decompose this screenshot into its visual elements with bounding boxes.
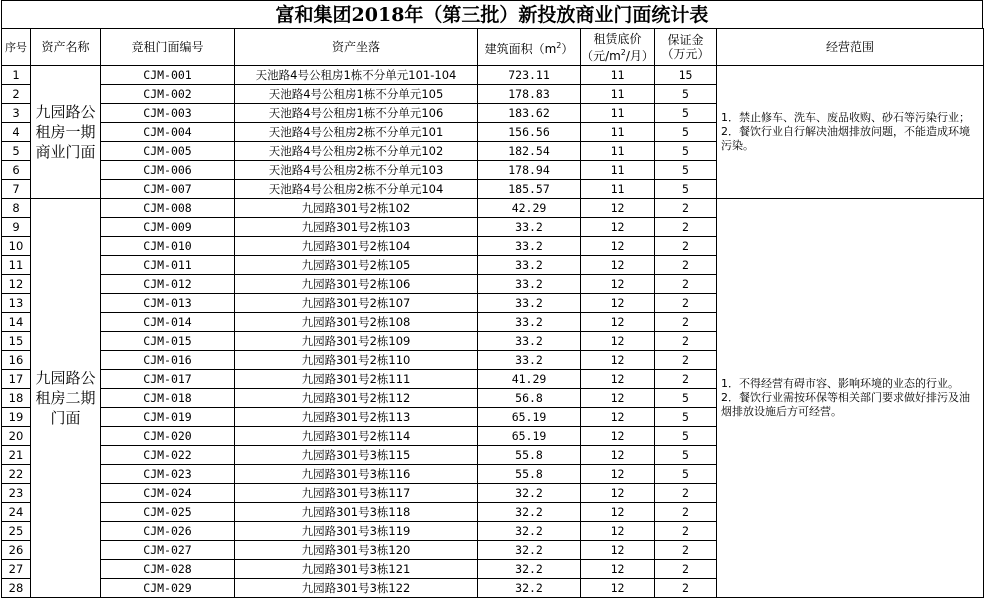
cell-area: 65.19 [478, 408, 581, 427]
header-area: 建筑面积$(m^2)$ [478, 29, 581, 66]
cell-seq: 21 [2, 446, 31, 465]
cell-code: CJM-020 [101, 427, 235, 446]
cell-deposit: 2 [655, 294, 717, 313]
cell-price: 12 [581, 294, 655, 313]
cell-seq: 16 [2, 351, 31, 370]
cell-deposit: 2 [655, 218, 717, 237]
cell-price: 12 [581, 522, 655, 541]
cell-deposit: 15 [655, 66, 717, 85]
cell-area: 185.57 [478, 180, 581, 199]
cell-deposit: 2 [655, 237, 717, 256]
cell-deposit: 5 [655, 389, 717, 408]
cell-location: 天池路4号公租房1栋不分单元105 [235, 85, 478, 104]
cell-area: 32.2 [478, 522, 581, 541]
cell-code: CJM-007 [101, 180, 235, 199]
cell-deposit: 5 [655, 161, 717, 180]
cell-location: 九园路301号3栋120 [235, 541, 478, 560]
cell-location: 九园路301号3栋116 [235, 465, 478, 484]
cell-seq: 23 [2, 484, 31, 503]
cell-seq: 18 [2, 389, 31, 408]
cell-code: CJM-006 [101, 161, 235, 180]
cell-code: CJM-027 [101, 541, 235, 560]
cell-deposit: 5 [655, 427, 717, 446]
cell-area: 32.2 [478, 503, 581, 522]
header-code: 竞租门面编号 [101, 29, 235, 66]
cell-code: CJM-010 [101, 237, 235, 256]
cell-deposit: 2 [655, 522, 717, 541]
cell-code: CJM-002 [101, 85, 235, 104]
header-price: 租赁底价 （元$/m^2/$月） [581, 29, 655, 66]
cell-location: 九园路301号2栋112 [235, 389, 478, 408]
cell-price: 12 [581, 446, 655, 465]
header-deposit: 保证金 （万元） [655, 29, 717, 66]
cell-area: 178.83 [478, 85, 581, 104]
cell-seq: 28 [2, 579, 31, 598]
cell-code: CJM-023 [101, 465, 235, 484]
cell-area: 33.2 [478, 237, 581, 256]
header-scope: 经营范围 [717, 29, 984, 66]
cell-seq: 8 [2, 199, 31, 218]
document-title: 富和集团2018年（第三批）新投放商业门面统计表 [1, 0, 983, 28]
cell-area: 32.2 [478, 579, 581, 598]
cell-code: CJM-008 [101, 199, 235, 218]
cell-deposit: 5 [655, 104, 717, 123]
cell-code: CJM-011 [101, 256, 235, 275]
header-seq: 序号 [2, 29, 31, 66]
cell-deposit: 2 [655, 560, 717, 579]
cell-scope [717, 66, 984, 199]
cell-price: 12 [581, 427, 655, 446]
cell-area: 32.2 [478, 484, 581, 503]
cell-seq: 10 [2, 237, 31, 256]
cell-seq: 5 [2, 142, 31, 161]
scope-line: 1．禁止修车、洗车、废品收购、砂石等污染行业； [721, 111, 970, 124]
cell-code: CJM-013 [101, 294, 235, 313]
cell-seq: 4 [2, 123, 31, 142]
cell-location: 天池路4号公租房2栋不分单元101 [235, 123, 478, 142]
cell-price: 11 [581, 161, 655, 180]
cell-price: 12 [581, 199, 655, 218]
cell-code: CJM-022 [101, 446, 235, 465]
cell-area: 183.62 [478, 104, 581, 123]
cell-location: 九园路301号3栋119 [235, 522, 478, 541]
cell-location: 九园路301号2栋103 [235, 218, 478, 237]
cell-seq: 22 [2, 465, 31, 484]
cell-deposit: 5 [655, 446, 717, 465]
cell-price: 11 [581, 123, 655, 142]
cell-deposit: 5 [655, 180, 717, 199]
cell-code: CJM-009 [101, 218, 235, 237]
cell-code: CJM-025 [101, 503, 235, 522]
cell-code: CJM-001 [101, 66, 235, 85]
cell-location: 九园路301号3栋121 [235, 560, 478, 579]
cell-code: CJM-003 [101, 104, 235, 123]
cell-location: 九园路301号2栋108 [235, 313, 478, 332]
cell-deposit: 5 [655, 465, 717, 484]
table-row [2, 66, 984, 85]
cell-code: CJM-012 [101, 275, 235, 294]
cell-deposit: 2 [655, 579, 717, 598]
cell-area: 42.29 [478, 199, 581, 218]
scope-line: 2．餐饮行业需按环保等相关部门要求做好排污及油烟排放设施后方可经营。 [721, 391, 970, 418]
cell-deposit: 2 [655, 503, 717, 522]
cell-price: 12 [581, 560, 655, 579]
scope-line: 2．餐饮行业自行解决油烟排放问题，不能造成环境污染。 [721, 125, 970, 152]
cell-location: 天池路4号公租房2栋不分单元103 [235, 161, 478, 180]
cell-code: CJM-029 [101, 579, 235, 598]
cell-deposit: 5 [655, 142, 717, 161]
cell-deposit: 5 [655, 123, 717, 142]
cell-price: 11 [581, 142, 655, 161]
cell-area: 33.2 [478, 218, 581, 237]
cell-price: 12 [581, 503, 655, 522]
cell-price: 12 [581, 408, 655, 427]
table-header [2, 29, 984, 66]
cell-price: 12 [581, 389, 655, 408]
cell-location: 九园路301号2栋105 [235, 256, 478, 275]
cell-price: 12 [581, 237, 655, 256]
cell-location: 九园路301号3栋117 [235, 484, 478, 503]
cell-seq: 12 [2, 275, 31, 294]
cell-code: CJM-026 [101, 522, 235, 541]
cell-location: 九园路301号2栋104 [235, 237, 478, 256]
cell-deposit: 5 [655, 85, 717, 104]
cell-seq: 11 [2, 256, 31, 275]
cell-seq: 1 [2, 66, 31, 85]
cell-location: 九园路301号3栋118 [235, 503, 478, 522]
cell-code: CJM-004 [101, 123, 235, 142]
cell-location: 九园路301号3栋115 [235, 446, 478, 465]
cell-seq: 25 [2, 522, 31, 541]
cell-seq: 19 [2, 408, 31, 427]
header-asset: 资产名称 [31, 29, 101, 66]
cell-seq: 13 [2, 294, 31, 313]
cell-asset-name: 九园路公租房二期门面 [31, 199, 101, 598]
cell-deposit: 2 [655, 484, 717, 503]
cell-area: 178.94 [478, 161, 581, 180]
cell-deposit: 2 [655, 256, 717, 275]
rental-table [1, 28, 984, 598]
cell-deposit: 2 [655, 332, 717, 351]
cell-location: 天池路4号公租房1栋不分单元106 [235, 104, 478, 123]
cell-code: CJM-019 [101, 408, 235, 427]
cell-price: 11 [581, 66, 655, 85]
cell-code: CJM-016 [101, 351, 235, 370]
scope-line: 1．不得经营有碍市容、影响环境的业态的行业。 [721, 377, 959, 390]
cell-price: 11 [581, 85, 655, 104]
cell-location: 九园路301号2栋102 [235, 199, 478, 218]
cell-area: 41.29 [478, 370, 581, 389]
cell-area: 32.2 [478, 541, 581, 560]
cell-price: 12 [581, 332, 655, 351]
cell-location: 九园路301号2栋106 [235, 275, 478, 294]
cell-location: 天池路4号公租房1栋不分单元101-104 [235, 66, 478, 85]
cell-price: 12 [581, 256, 655, 275]
cell-area: 33.2 [478, 294, 581, 313]
cell-deposit: 2 [655, 199, 717, 218]
cell-seq: 6 [2, 161, 31, 180]
cell-asset-name: 九园路公租房一期商业门面 [31, 66, 101, 199]
table-body [2, 66, 984, 598]
cell-seq: 20 [2, 427, 31, 446]
cell-seq: 15 [2, 332, 31, 351]
cell-location: 九园路301号2栋110 [235, 351, 478, 370]
cell-price: 11 [581, 104, 655, 123]
cell-area: 33.2 [478, 332, 581, 351]
cell-deposit: 5 [655, 408, 717, 427]
cell-seq: 26 [2, 541, 31, 560]
cell-location: 九园路301号3栋122 [235, 579, 478, 598]
cell-code: CJM-028 [101, 560, 235, 579]
cell-code: CJM-018 [101, 389, 235, 408]
cell-deposit: 2 [655, 541, 717, 560]
cell-price: 12 [581, 275, 655, 294]
cell-code: CJM-015 [101, 332, 235, 351]
cell-scope [717, 199, 984, 598]
cell-price: 12 [581, 351, 655, 370]
cell-seq: 14 [2, 313, 31, 332]
cell-area: 33.2 [478, 313, 581, 332]
cell-seq: 17 [2, 370, 31, 389]
cell-deposit: 2 [655, 275, 717, 294]
cell-price: 12 [581, 465, 655, 484]
cell-seq: 7 [2, 180, 31, 199]
cell-location: 九园路301号2栋111 [235, 370, 478, 389]
cell-code: CJM-017 [101, 370, 235, 389]
cell-location: 天池路4号公租房2栋不分单元102 [235, 142, 478, 161]
cell-seq: 24 [2, 503, 31, 522]
cell-area: 33.2 [478, 256, 581, 275]
cell-area: 65.19 [478, 427, 581, 446]
cell-seq: 9 [2, 218, 31, 237]
table-row [2, 199, 984, 218]
cell-area: 32.2 [478, 560, 581, 579]
cell-location: 九园路301号2栋113 [235, 408, 478, 427]
cell-area: 156.56 [478, 123, 581, 142]
cell-area: 182.54 [478, 142, 581, 161]
cell-price: 12 [581, 313, 655, 332]
cell-seq: 2 [2, 85, 31, 104]
cell-area: 723.11 [478, 66, 581, 85]
cell-area: 55.8 [478, 465, 581, 484]
cell-price: 12 [581, 541, 655, 560]
cell-code: CJM-014 [101, 313, 235, 332]
cell-price: 12 [581, 579, 655, 598]
cell-deposit: 2 [655, 370, 717, 389]
cell-price: 11 [581, 180, 655, 199]
cell-location: 九园路301号2栋109 [235, 332, 478, 351]
cell-price: 12 [581, 484, 655, 503]
cell-area: 55.8 [478, 446, 581, 465]
cell-deposit: 2 [655, 351, 717, 370]
cell-seq: 3 [2, 104, 31, 123]
header-location: 资产坐落 [235, 29, 478, 66]
cell-seq: 27 [2, 560, 31, 579]
cell-code: CJM-005 [101, 142, 235, 161]
cell-code: CJM-024 [101, 484, 235, 503]
cell-location: 九园路301号2栋114 [235, 427, 478, 446]
cell-area: 33.2 [478, 351, 581, 370]
cell-area: 56.8 [478, 389, 581, 408]
cell-area: 33.2 [478, 275, 581, 294]
cell-deposit: 2 [655, 313, 717, 332]
cell-price: 12 [581, 218, 655, 237]
cell-price: 12 [581, 370, 655, 389]
cell-location: 九园路301号2栋107 [235, 294, 478, 313]
cell-location: 天池路4号公租房2栋不分单元104 [235, 180, 478, 199]
